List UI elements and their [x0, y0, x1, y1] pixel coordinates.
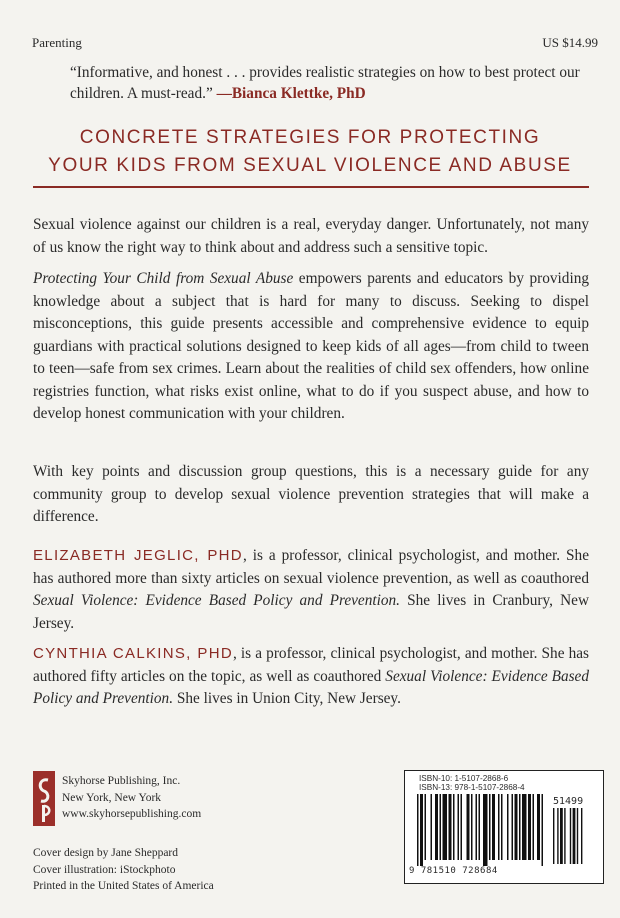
- publisher-city: New York, New York: [62, 791, 162, 804]
- quote-text: “Informative, and honest . . . provides realistic strategies on how to best protect our children. A must-read.”: [70, 64, 580, 102]
- author-bio-1: [33, 545, 589, 635]
- divider-rule: [33, 186, 589, 188]
- headline-line-1: CONCRETE STRATEGIES FOR PROTECTING: [79, 127, 541, 148]
- category-label: Parenting: [32, 35, 82, 50]
- paragraph-2-text: empowers parents and educators by providing knowledge about a subject that is hard for many to discuss. Seeking to dispel misconceptions, this guide presents accessible and comprehensive evidence to equip guardians with practical solutions designed to keep kids of all ages—from child to tween to teen—safe from sex crimes. Learn about the realities of child sex offenders, how online registries function, what risks exist online, what to do if you suspect abuse, and how to develop honest communication with your children.: [33, 270, 589, 422]
- cover-illustration-credit: Cover illustration: iStockphoto: [33, 863, 176, 876]
- printed-in-credit: Printed in the United States of America: [33, 880, 214, 892]
- description-paragraph-1: Sexual violence against our children is a real, everyday danger. Unfortunately, not many of us know the right way to think about and address such a sensitive topic.: [33, 216, 589, 256]
- author-bio-residence: She lives in Cranbury, New Jersey.: [33, 592, 589, 632]
- author-bio-text: , is a professor, clinical psychologist, and mother. She has authored fifty articles on the topic, as well as coauthored: [33, 645, 589, 685]
- author-bio-2: [33, 643, 589, 711]
- author-name: CYNTHIA CALKINS, PHD: [33, 645, 233, 662]
- quote-author: —Bianca Klettke, PhD: [216, 85, 366, 102]
- price-label: US $14.99: [542, 35, 598, 50]
- headline-line-2: YOUR KIDS FROM SEXUAL VIOLENCE AND ABUSE: [48, 155, 572, 176]
- cover-headline: [0, 124, 620, 180]
- author-bio-residence: She lives in Union City, New Jersey.: [173, 690, 401, 707]
- price-code: 51499: [553, 796, 584, 807]
- isbn-barcode: [404, 770, 604, 884]
- endorsement-quote: [70, 62, 590, 104]
- coauthored-book-title: Sexual Violence: Evidence Based Policy and Prevention.: [33, 667, 589, 707]
- publisher-logo-icon: [33, 771, 55, 826]
- isbn-10: ISBN-10: 1-5107-2868-6: [419, 774, 509, 783]
- publisher-name: Skyhorse Publishing, Inc.: [62, 775, 181, 787]
- description-paragraph-3: With key points and discussion group questions, this is a necessary guide for any community group to develop sexual violence prevention strategies that will make a difference.: [33, 463, 589, 525]
- author-name: ELIZABETH JEGLIC, PHD: [33, 547, 243, 564]
- description-paragraph-2: [33, 268, 589, 426]
- cover-credits: [33, 845, 214, 895]
- coauthored-book-title: Sexual Violence: Evidence Based Policy and Prevention.: [33, 592, 400, 609]
- isbn-13: ISBN-13: 978-1-5107-2868-4: [419, 783, 525, 792]
- cover-design-credit: Cover design by Jane Sheppard: [33, 847, 178, 859]
- author-bio-text: , is a professor, clinical psychologist, and mother. She has authored more than sixty articles on sexual violence prevention, as well as coauthored: [33, 547, 589, 587]
- publisher-url: www.skyhorsepublishing.com: [62, 808, 202, 820]
- book-title: Protecting Your Child from Sexual Abuse: [33, 270, 294, 287]
- barcode-digits: 9 781510 728684: [409, 866, 498, 876]
- publisher-info: [62, 773, 201, 823]
